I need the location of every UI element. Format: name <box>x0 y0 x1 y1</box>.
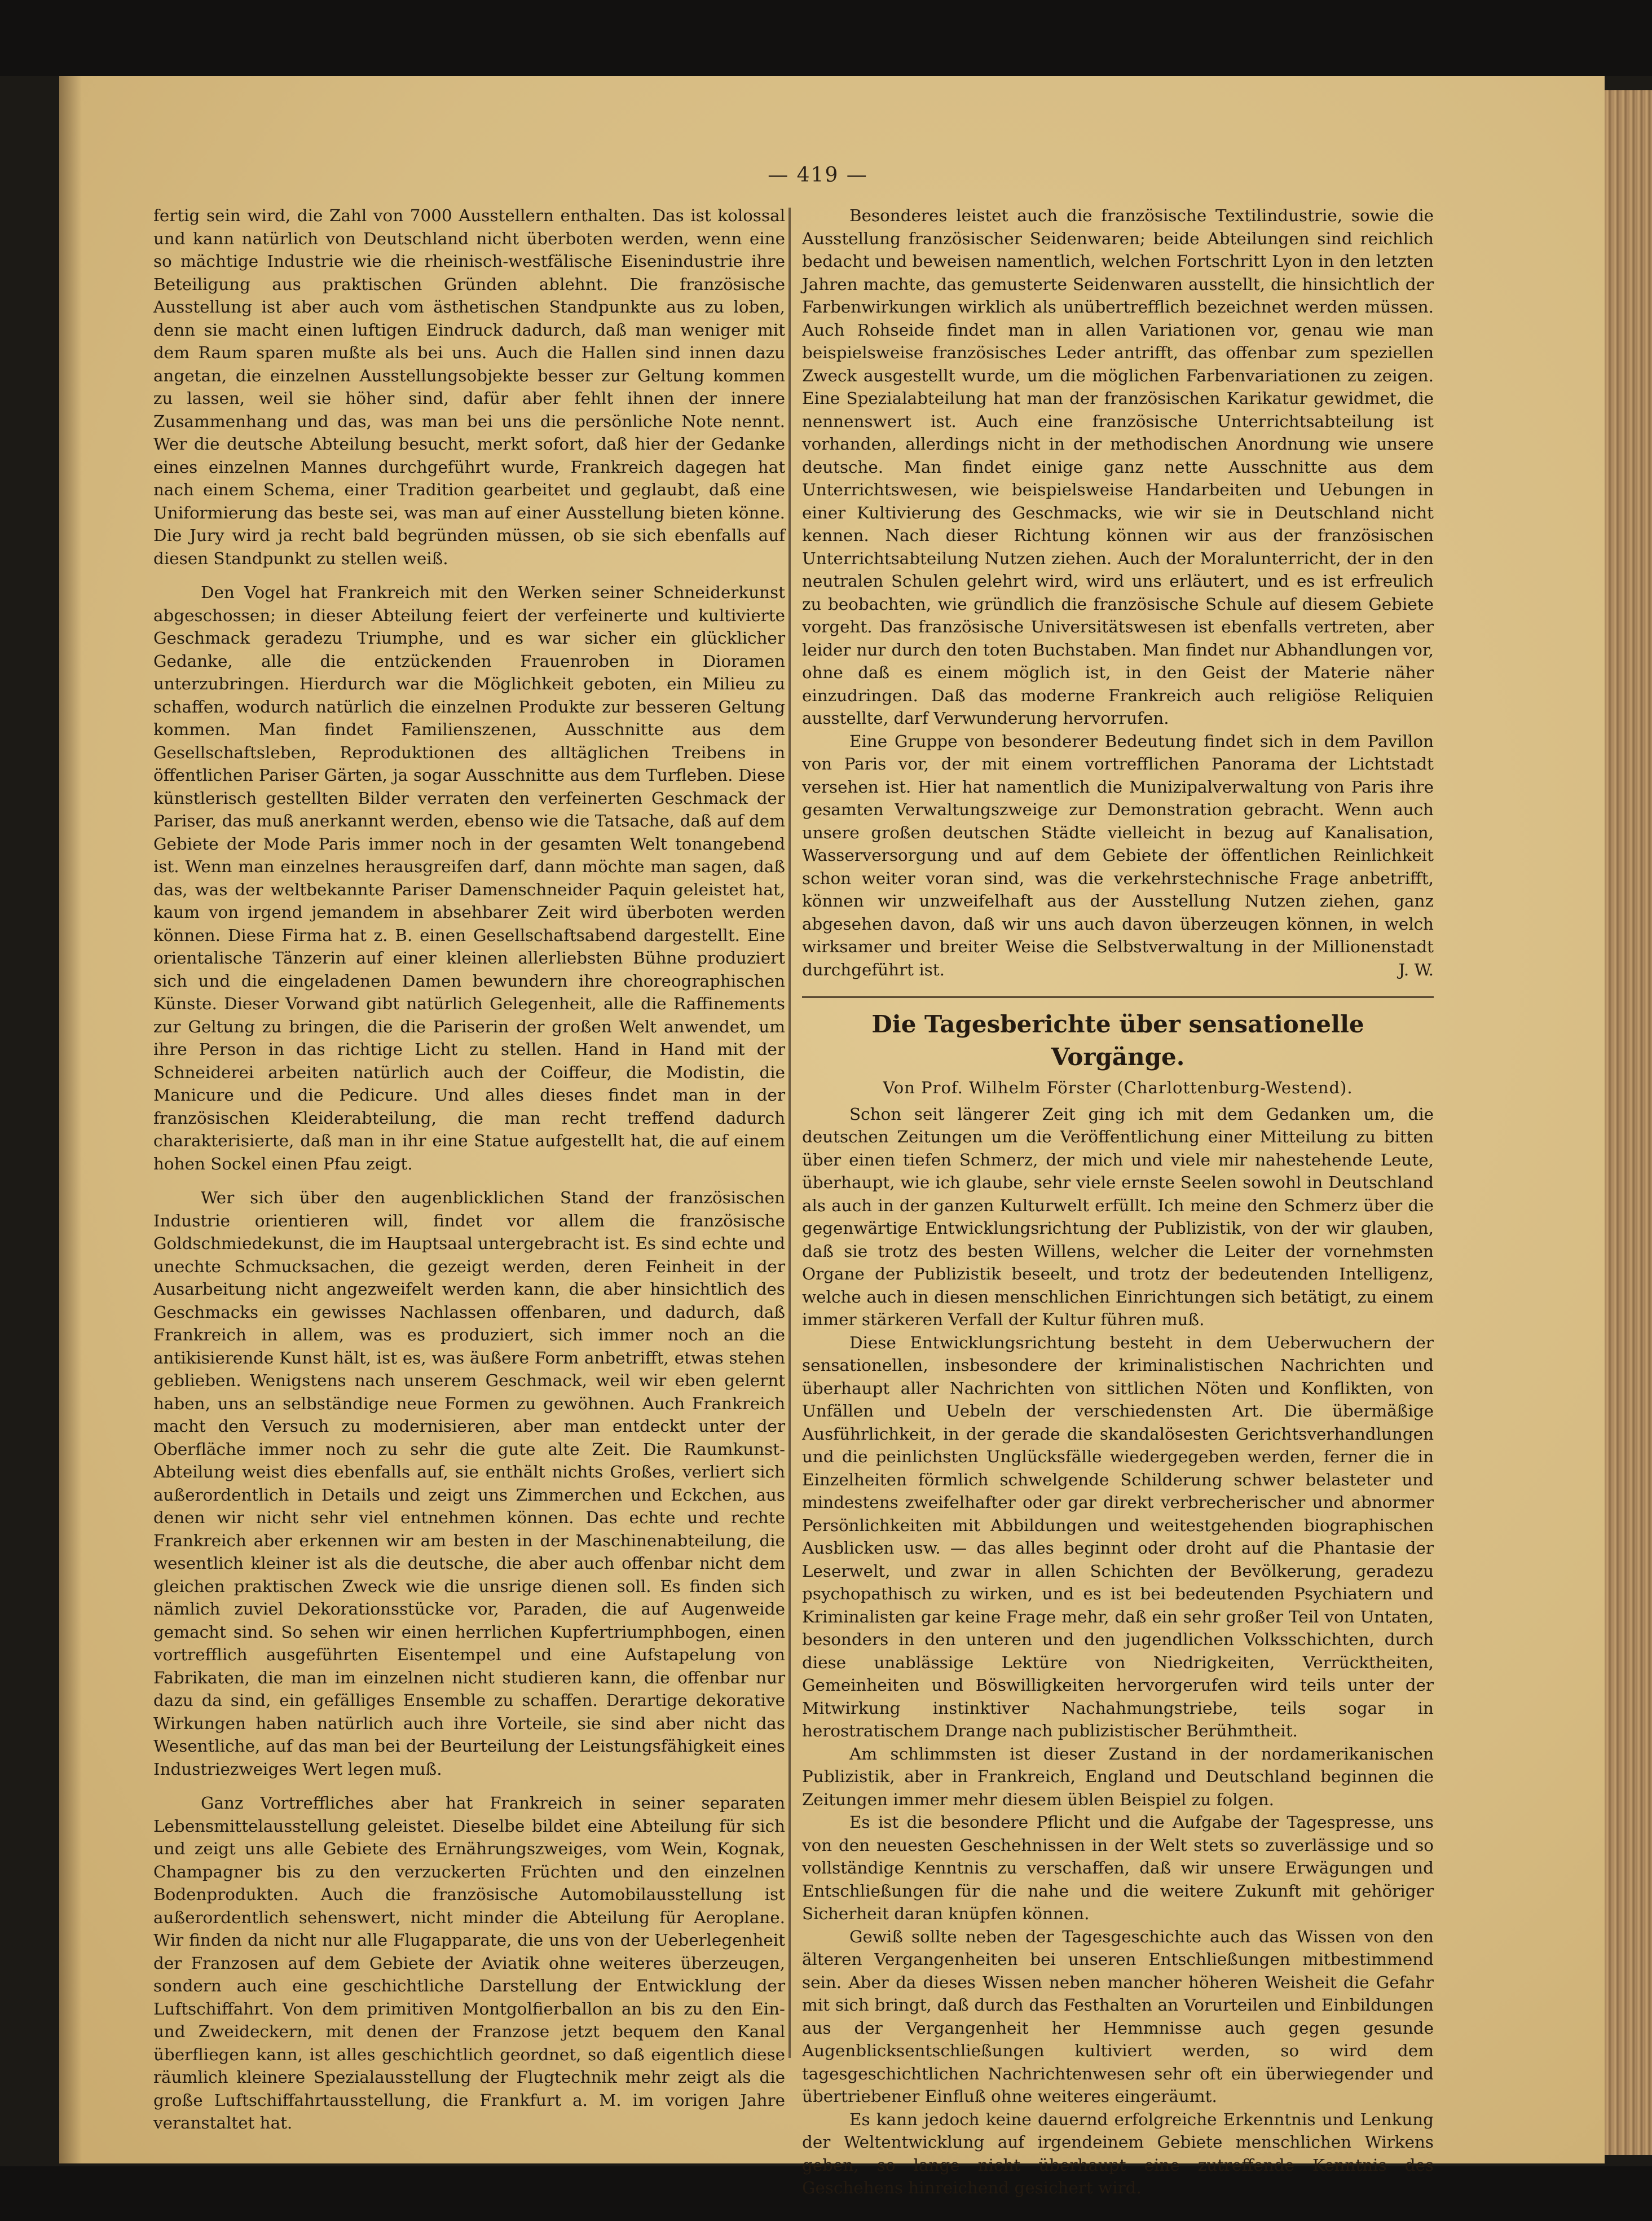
author-signature: J. W. <box>1398 960 1434 979</box>
paragraph: Wer sich über den augenblicklichen Stand der französischen Industrie orientieren will, findet vor allem die französische Goldschmiedekunst, die im Hauptsaal untergebracht ist. Es sind echte und unechte Schmucksachen, die gezeigt werden, deren Feinheit in der Ausarbeitung nicht angezweifelt werden kann, die aber hinsichtlich des Geschmacks ein gewisses Nachlassen offenbaren, und dadurch, daß Frankreich in allem, was es produziert, sich immer noch an die antikisierende Kunst hält, ist es, was äußere Form anbetrifft, etwas stehen geblieben. Wenigstens nach unserem Geschmack, weil wir eben gelernt haben, uns an selbständige neue Formen zu gewöhnen. Auch Frankreich macht den Versuch zu modernisieren, aber man entdeckt unter der Oberfläche immer noch zu sehr die gute alte Zeit. Die Raumkunst-Abteilung weist dies ebenfalls auf, sie enthält nichts Großes, verliert sich außerordentlich in Details und zeigt uns Zimmerchen und Eckchen, aus denen wir nicht sehr viel entnehmen können. Das echte und rechte Frankreich aber erkennen wir am besten in der Maschinenabteilung, die wesentlich kleiner ist als die deutsche, die aber auch offenbar nicht dem gleichen praktischen Zweck wie die unsrige dienen soll. Es finden sich nämlich zuviel Dekorationsstücke vor, Paraden, die auf Augenweide gemacht sind. So sehen wir einen herrlichen Kupfertriumphbogen, einen vortrefflich ausgeführten Eisentempel und eine Aufstapelung von Fabrikaten, die man im einzelnen nicht studieren kann, die offenbar nur dazu da sind, ein gefälliges Ensemble zu schaffen. Derartige dekorative Wirkungen haben natürlich auch ihre Vorteile, sie sind aber nicht das Wesentliche, auf das man bei der Beurteilung der Leistungsfähigkeit eines Industriezweiges Wert legen muß. <box>153 1188 785 1779</box>
left-column <box>153 204 785 2135</box>
article-title: Die Tagesberichte über sensationelle Vorgänge. <box>871 1010 1364 1071</box>
paragraph: Gewiß sollte neben der Tagesgeschichte auch das Wissen von den älteren Vergangenheiten bei unseren Entschließungen mitbestimmend sein. Aber da dieses Wissen neben mancher höheren Weisheit die Gefahr mit sich bringt, daß durch das Festhalten an Vorurteilen und Einbildungen aus der Vergangenheit her Hemmnisse auch gegen gesunde Augenblicksentschließungen kultiviert werden, so wird dem tagesgeschichtlichen Nachrichtenwesen sehr oft ein überwiegender und übertriebener Einfluß ohne weiteres eingeräumt. <box>802 1927 1434 2106</box>
article-byline: Von Prof. Wilhelm Förster (Charlottenburg-Westend). <box>883 1077 1353 1097</box>
page-stack-edge <box>1605 90 1652 2155</box>
paragraph: Ganz Vortreffliches aber hat Frankreich in seiner separaten Lebensmittelausstellung geleistet. Dieselbe bildet eine Abteilung für sich und zeigt uns alle Gebiete des Ernährungszweiges, vom Wein, Kognak, Champagner bis zu den verzuckerten Früchten und den einzelnen Bodenprodukten. Auch die französische Automobilausstellung ist außerordentlich sehenswert, nicht minder die Abteilung für Aeroplane. Wir finden da nicht nur alle Flugapparate, die uns von der Ueberlegenheit der Franzosen auf dem Gebiete der Aviatik ohne weiteres überzeugen, sondern auch eine geschichtliche Darstellung der Entwicklung der Luftschiffahrt. Von dem primitiven Montgolfierballon an bis zu den Ein- und Zweideckern, mit denen der Franzose jetzt bequem den Kanal überfliegen kann, ist alles geschichtlich geordnet, so daß eigentlich diese räumlich kleinere Spezialausstellung der Flugtechnik mehr zeigt als die große Luftschiffahrtausstellung, die Frankfurt a. M. im vorigen Jahre veranstaltet hat. <box>153 1793 785 2132</box>
column-divider <box>788 208 791 2058</box>
paragraph: Den Vogel hat Frankreich mit den Werken seiner Schneiderkunst abgeschossen; in dieser Abteilung feiert der verfeinerte und kultivierte Geschmack geradezu Triumphe, und es war sicher ein glücklicher Gedanke, alle die entzückenden Frauenroben in Dioramen unterzubringen. Hierdurch war die Möglichkeit geboten, ein Milieu zu schaffen, wodurch natürlich die einzelnen Produkte zur besseren Geltung kommen. Man findet Familienszenen, Ausschnitte aus dem Gesellschaftsleben, Reproduktionen des alltäglichen Treibens in öffentlichen Pariser Gärten, ja sogar Ausschnitte aus dem Turfleben. Diese künstlerisch gestellten Bilder verraten den verfeinerten Geschmack der Pariser, das muß anerkannt werden, ebenso wie die Tatsache, daß auf dem Gebiete der Mode Paris immer noch in der gesamten Welt tonangebend ist. Wenn man einzelnes herausgreifen darf, dann möchte man sagen, daß das, was der weltbekannte Pariser Damenschneider Paquin geleistet hat, kaum von irgend jemandem in absehbarer Zeit wird überboten werden können. Diese Firma hat z. B. einen Gesellschaftsabend dargestellt. Eine orientalische Tänzerin auf einer kleinen allerliebsten Bühne produziert sich und die eingeladenen Damen bewundern ihre choreographischen Künste. Dieser Vorwand gibt natürlich Gelegenheit, alle die Raffinements zur Geltung zu bringen, die die Pariserin der großen Welt anwendet, um ihre Person in das richtige Licht zu stellen. Hand in Hand mit der Schneiderei arbeiten natürlich auch der Coiffeur, die Modistin, die Manicure und die Pedicure. Und alles dieses findet man in der französischen Kleiderabteilung, die man recht treffend dadurch charakterisierte, daß man in ihr eine Statue aufgestellt hat, die auf einem hohen Sockel einen Pfau zeigt. <box>153 583 785 1173</box>
scan-top-border <box>0 0 1652 76</box>
paragraph: Es ist die besondere Pflicht und die Aufgabe der Tagespresse, uns von den neuesten Geschehnissen in der Welt stets so zuverlässige und so vollständige Kenntnis zu verschaffen, daß wir unsere Erwägungen und Entschließungen für die nahe und die weitere Zukunft mit gehöriger Sicherheit daran knüpfen können. <box>802 1813 1434 1923</box>
paragraph: Es kann jedoch keine dauernd erfolgreiche Erkenntnis und Lenkung der Weltentwicklung auf irgendeinem Gebiete menschlichen Wirkens geben, so lange nicht überhaupt eine zutreffende Kenntnis des Geschehens hinreichend gesichert wird. <box>802 2109 1434 2197</box>
right-column <box>802 204 1434 2200</box>
paragraph: fertig sein wird, die Zahl von 7000 Ausstellern enthalten. Das ist kolossal und kann natürlich von Deutschland nicht überboten werden, wenn eine so mächtige Industrie wie die rheinisch-westfälische Eisenindustrie ihre Beteiligung aus praktischen Gründen ablehnt. Die französische Ausstellung ist aber auch vom ästhetischen Standpunkte aus zu loben, denn sie macht einen luftigen Eindruck dadurch, daß man weniger mit dem Raum sparen mußte als bei uns. Auch die Hallen sind innen dazu angetan, die einzelnen Ausstellungsobjekte besser zur Geltung kommen zu lassen, weil sie höher sind, dafür aber fehlt ihnen der innere Zusammenhang und das, was man bei uns die persönliche Note nennt. Wer die deutsche Abteilung besucht, merkt sofort, daß hier der Gedanke eines einzelnen Mannes durchgeführt wurde, Frankreich dagegen hat nach einem Schema, einer Tradition gearbeitet und geglaubt, daß eine Uniformierung das beste sei, was man auf einer Ausstellung bieten könne. Die Jury wird ja recht bald begründen müssen, ob sie sich ebenfalls auf diesen Standpunkt zu stellen weiß. <box>153 206 785 568</box>
paragraph: Schon seit längerer Zeit ging ich mit dem Gedanken um, die deutschen Zeitungen um die Veröffentlichung einer Mitteilung zu bitten über einen tiefen Schmerz, der mich und viele mir nahestehende Leute, überhaupt, wie ich glaube, sehr viele ernste Seelen sowohl in Deutschland als auch in der ganzen Kulturwelt erfüllt. Ich meine den Schmerz über die gegenwärtige Entwicklungsrichtung der Publizistik, von der wir glauben, daß sie trotz des besten Willens, welcher die Leiter der vornehmsten Organe der Publizistik beseelt, und trotz der bedeutenden Intelligenz, welche auch in diesen menschlichen Einrichtungen sich betätigt, zu einem immer stärkeren Verfall der Kultur führen muß. <box>802 1104 1434 1329</box>
paragraph: Eine Gruppe von besonderer Bedeutung findet sich in dem Pavillon von Paris vor, der mit einem vortrefflichen Panorama der Lichtstadt versehen ist. Hier hat namentlich die Munizipalverwaltung von Paris ihre gesamten Verwaltungszweige zur Demonstration gebracht. Wenn auch unsere großen deutschen Städte vielleicht in bezug auf Kanalisation, Wasserversorgung und auf dem Gebiete der öffentlichen Reinlichkeit schon weiter voran sind, was die verkehrstechnische Frage anbetrifft, können wir unzweifelhaft aus der Ausstellung Nutzen ziehen, ganz abgesehen davon, daß wir uns auch davon überzeugen können, in welch wirksamer und breiter Weise die Selbstverwaltung in der Millionenstadt durchgeführt ist. <box>802 731 1434 979</box>
paragraph: Besonderes leistet auch die französische Textilindustrie, sowie die Ausstellung französischer Seidenwaren; beide Abteilungen sind reichlich bedacht und beweisen namentlich, welchen Fortschritt Lyon in den letzten Jahren machte, das gemusterte Seidenwaren ausstellt, die hinsichtlich der Farbenwirkungen wirklich als unübertrefflich bezeichnet werden müssen. Auch Rohseide findet man in allen Variationen vor, genau wie man beispielsweise französisches Leder antrifft, das offenbar zum speziellen Zweck ausgestellt wurde, um die möglichen Farbenvariationen zu zeigen. Eine Spezialabteilung hat man der französischen Karikatur gewidmet, die nennenswert ist. Auch eine französische Unterrichtsabteilung ist vorhanden, allerdings nicht in der methodischen Anordnung wie unsere deutsche. Man findet einige ganz nette Ausschnitte aus dem Unterrichtswesen, wie beispielsweise Handarbeiten und Uebungen in einer Kultivierung des Geschmacks, wie wir sie in Deutschland nicht kennen. Nach dieser Richtung können wir aus der französischen Unterrichtsabteilung Nutzen ziehen. Auch der Moralunterricht, der in den neutralen Schulen gelehrt wird, wird uns erläutert, und es ist erfreulich zu beobachten, wie gründlich die französische Schule auf diesem Gebiete vorgeht. Das französische Universitätswesen ist ebenfalls vertreten, aber leider nur durch den toten Buchstaben. Man findet nur Abhandlungen vor, ohne daß es einem möglich ist, in den Geist der Materie näher einzudringen. Daß das moderne Frankreich auch religiöse Reliquien ausstellte, darf Verwunderung hervorrufen. <box>802 206 1434 728</box>
article-separator <box>802 996 1434 998</box>
page-gutter-shadow <box>59 76 82 2163</box>
page-number: — 419 — <box>768 164 868 187</box>
paragraph: Diese Entwicklungsrichtung besteht in dem Ueberwuchern der sensationellen, insbesondere der kriminalistischen Nachrichten und überhaupt aller Nachrichten von sittlichen Nöten und Konflikten, von Unfällen und Uebeln der verschiedensten Art. Die übermäßige Ausführlichkeit, in der gerade die skandalösesten Gerichtsverhandlungen und die peinlichsten Unglücksfälle wiedergegeben werden, ferner die in Einzelheiten förmlich schwelgende Schilderung schwer belasteter und mindestens zweifelhafter oder gar direkt verbrecherischer und abnormer Persönlichkeiten mit Abbildungen und weitestgehenden biographischen Ausblicken usw. — das alles beginnt oder droht auf die Phantasie der Leserwelt, und zwar in allen Schichten der Bevölkerung, geradezu psychopathisch zu wirken, und es ist bei bedeutenden Psychiatern und Kriminalisten gar keine Frage mehr, daß ein sehr großer Teil von Untaten, besonders in den unteren und den jugendlichen Volksschichten, durch diese unablässige Lektüre von Niedrigkeiten, Verrücktheiten, Gemeinheiten und Böswilligkeiten hervorgerufen wird teils unter der Mitwirkung instinktiver Nachahmungstriebe, teils sogar in herostratischem Drange nach publizistischer Berühmtheit. <box>802 1332 1434 1740</box>
paragraph: Am schlimmsten ist dieser Zustand in der nordamerikanischen Publizistik, aber in Frankreich, England und Deutschland beginnen die Zeitungen immer mehr diesem üblen Beispiel zu folgen. <box>802 1744 1434 1809</box>
